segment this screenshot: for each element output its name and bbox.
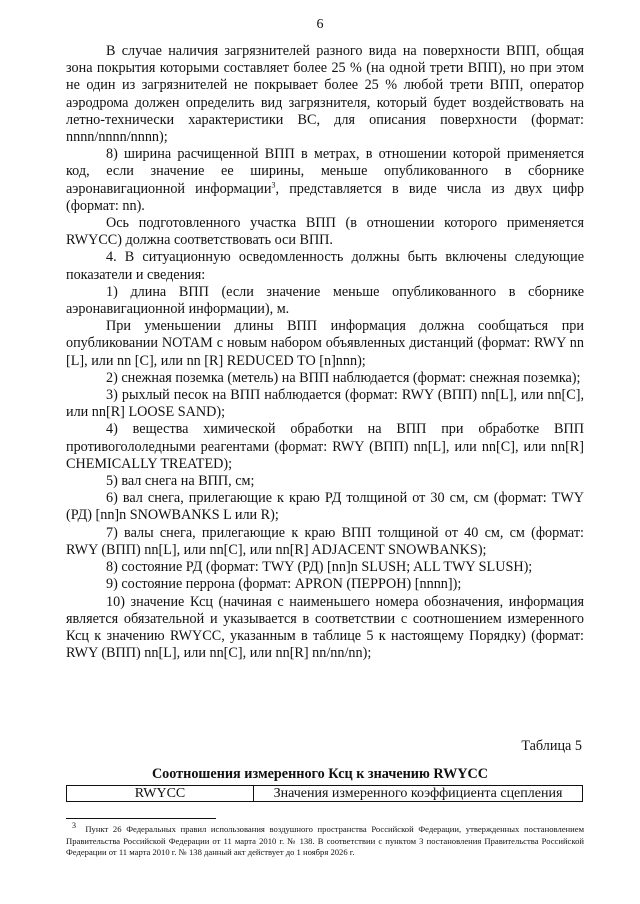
list-item: 4) вещества химической обработки на ВПП при обработке ВПП противогололедными реагентами (формат: RWY (ВПП) nn[L], или nn[C], или nn[R] CHEMICALLY TREATED); [66, 421, 584, 472]
list-item: 5) вал снега на ВПП, см; [106, 473, 255, 490]
footnote-mark: 3 [72, 821, 76, 831]
paragraph-text-tail: , представляется в виде числа из двух цифр (формат: nn). [66, 180, 584, 214]
footnote-text: Пункт 26 Федеральных правил использования воздушного пространства Российской Федерации, утвержденных постановлением Правительства Российской Федерации от 11 марта 2010 г. № 138. В соответствии с пунктом 3 постановления Правительства Российской Федерации от 11 марта 2010 г. № 138 данный акт действует до 1 ноября 2026 г. [66, 824, 585, 858]
footnote-divider [66, 818, 216, 819]
table-header-row [66, 785, 583, 802]
list-item: 2) снежная поземка (метель) на ВПП наблюдается (формат: снежная поземка); [106, 369, 581, 386]
table-header-rwycc: RWYCC [67, 786, 254, 801]
paragraph-contaminants: В случае наличия загрязнителей разного вида на поверхности ВПП, общая зона покрытия которыми составляет более 25 % (на одной трети ВПП), но при этом не один из загрязнителей не покрывает более 25 % любой трети ВПП, оператор аэродрома должен определить вид загрязнителя, который будет воздействовать на летно-технически характеристики ВС, для описания поверхности (формат: nnnn/nnnn/nnnn); [66, 43, 584, 146]
table-title: Соотношения измеренного Ксц к значению RWYCC [151, 766, 489, 782]
paragraph-runway-width [66, 146, 584, 215]
list-item: 8) состояние РД (формат: TWY (РД) [nn]n SLUSH; ALL TWY SLUSH); [106, 559, 533, 576]
table-label: Таблица 5 [521, 738, 582, 754]
list-item: 3) рыхлый песок на ВПП наблюдается (формат: RWY (ВПП) nn[L], или nn[C], или nn[R] LOOSE SAND); [66, 387, 584, 421]
paragraph-runway-axis: Ось подготовленного участка ВПП (в отношении которого применяется RWYCC) должна соответствовать оси ВПП. [66, 215, 584, 249]
page-number: 6 [316, 17, 324, 32]
list-item: 10) значение Ксц (начиная с наименьшего номера обозначения, информация является обязательной и указывается в соответствии с соотношением измеренного Ксц к значению RWYCC, указанным в таблице 5 к настоящему Порядку) (формат: RWY (ВПП) nn[L], или nn[C], или nn[R] nn/nn/nn); [66, 593, 584, 662]
document-body [66, 43, 584, 662]
table-header-friction: Значения измеренного коэффициента сцепления [273, 786, 563, 801]
list-item: 6) вал снега, прилегающие к краю РД толщиной от 30 см, см (формат: TWY (РД) [nn]n SNOWBANKS L или R); [66, 490, 584, 524]
list-item: 7) валы снега, прилегающие к краю ВПП толщиной от 40 см, см (формат: RWY (ВПП) nn[L], или nn[C], или nn[R] ADJACENT SNOWBANKS); [66, 524, 584, 558]
list-item: 1) длина ВПП (если значение меньше опубликованного в сборнике аэронавигационной информации), м. [66, 283, 584, 318]
list-item: 9) состояние перрона (формат: APRON (ПЕРРОН) [nnnn]); [106, 576, 462, 593]
paragraph-situational-awareness: 4. В ситуационную осведомленность должны быть включены следующие показатели и сведения: [66, 249, 584, 283]
paragraph-text: 8) ширина расчищенной ВПП в метрах, в отношении которой применяется код, если значение ее ширины, меньше опубликованного в сборнике аэронавигационной информации [66, 146, 584, 197]
paragraph-notam: При уменьшении длины ВПП информация должна сообщаться при опубликовании NOTAM с новым набором объявленных дистанций (формат: RWY nn [L], или nn [C], или nn [R] REDUCED TO [n]nnn); [66, 318, 584, 369]
footnote [66, 821, 585, 859]
footnote-reference: 3 [271, 179, 276, 189]
